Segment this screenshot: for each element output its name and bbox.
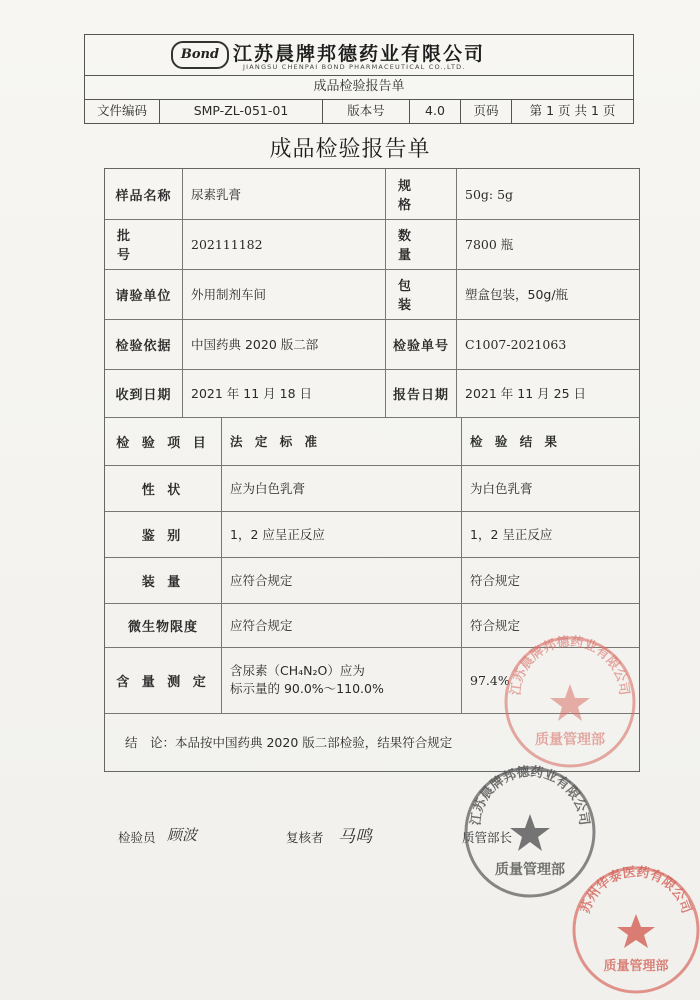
result-standard [222, 647, 462, 713]
info-row [105, 169, 639, 220]
quantity-value: 7800 瓶 [465, 237, 514, 252]
result-standard: 应符合规定 [222, 603, 462, 647]
received-label: 收到日期 [105, 369, 183, 417]
sample-name-value: 尿素乳膏 [183, 169, 386, 219]
report-date-value: 2021 年 11 月 25 日 [465, 386, 586, 401]
result-item: 装 量 [105, 557, 222, 603]
page-value: 第 1 页 共 1 页 [529, 103, 616, 118]
result-value: 为白色乳膏 [470, 481, 533, 496]
company-name-cn: 江苏晨牌邦德药业有限公司 [233, 43, 486, 65]
qa-head-label: 质管部长 [462, 830, 513, 845]
reviewer-label: 复核者 [286, 830, 324, 845]
result-row [105, 557, 639, 604]
version-value: 4.0 [410, 99, 461, 123]
col-result-header: 检 验 结 果 [470, 434, 562, 449]
result-item: 含 量 测 定 [105, 647, 222, 713]
received-value: 2021 年 11 月 18 日 [183, 369, 386, 417]
result-value: 符合规定 [470, 618, 521, 633]
result-standard: 1，2 应呈正反应 [222, 511, 462, 557]
document-header [84, 34, 634, 124]
company-seal-red-sub: 质量管理部 [535, 732, 605, 748]
partner-seal [566, 860, 700, 1000]
document-meta-row [85, 99, 633, 123]
result-value: 符合规定 [470, 573, 521, 588]
report-date-label: 报告日期 [386, 369, 457, 417]
quantity-label: 数 量 [386, 219, 457, 269]
page-label: 页码 [461, 99, 512, 123]
col-standard-header: 法 定 标 准 [222, 417, 462, 465]
package-value: 塑盒包装，50g/瓶 [465, 287, 569, 302]
unit-label: 请验单位 [105, 269, 183, 319]
company-seal-gray-text: 江苏晨牌邦德药业有限公司 [468, 764, 592, 827]
result-row [105, 465, 639, 512]
result-item: 性 状 [105, 465, 222, 511]
test-no-label: 检验单号 [386, 319, 457, 369]
inspector-label: 检验员 [118, 830, 156, 845]
result-item: 微生物限度 [105, 603, 222, 647]
partner-seal-text: 苏州华泰医药有限公司 [578, 864, 694, 916]
col-item-header: 检 验 项 目 [105, 417, 222, 465]
unit-value: 外用制剂车间 [183, 269, 386, 319]
spec-label: 规 格 [386, 169, 457, 219]
test-no-value: C1007-2021063 [465, 336, 567, 352]
batch-value: 202111182 [183, 219, 386, 269]
partner-seal-sub: 质量管理部 [603, 959, 669, 974]
svg-text:苏州华泰医药有限公司 [577, 864, 694, 915]
result-row [105, 511, 639, 558]
package-label: 包 装 [386, 269, 457, 319]
results-header-row [105, 417, 639, 466]
version-label: 版本号 [323, 99, 410, 123]
report-title: 成品检验报告单 [269, 137, 431, 162]
company-name-en: JIANGSU CHENPAI BOND PHARMACEUTICAL CO.,LTD. [243, 63, 466, 71]
doc-no-label: 文件编码 [85, 99, 160, 123]
standard-line-1: 含尿素（CH₄N₂O）应为 [230, 663, 365, 678]
info-row [105, 319, 639, 370]
result-item: 鉴 别 [105, 511, 222, 557]
basis-label: 检验依据 [105, 319, 183, 369]
result-standard: 应符合规定 [222, 557, 462, 603]
company-seal-gray-sub: 质量管理部 [495, 862, 565, 878]
company-row [85, 35, 633, 76]
info-row [105, 269, 639, 320]
conclusion-text: 结 论：本品按中国药典 2020 版二部检验，结果符合规定 [125, 735, 453, 750]
info-row [105, 369, 639, 418]
info-row [105, 219, 639, 270]
company-seal-red-text: 江苏晨牌邦德药业有限公司 [508, 634, 632, 697]
inspector-signature: 顾波 [167, 826, 198, 844]
company-seal-red [500, 632, 640, 772]
spec-value: 50g: 5g [465, 186, 514, 202]
sample-name-label: 样品名称 [105, 169, 183, 219]
doc-no-value: SMP-ZL-051-01 [160, 99, 323, 123]
result-value: 97.4% [470, 672, 510, 688]
reviewer-signature: 马鸣 [338, 827, 372, 847]
batch-label: 批 号 [105, 219, 183, 269]
bond-logo: Bond [171, 41, 229, 69]
standard-line-2: 标示量的 90.0%～110.0% [230, 681, 384, 696]
result-value: 1，2 呈正反应 [470, 527, 553, 542]
basis-value: 中国药典 2020 版二部 [183, 319, 386, 369]
result-standard: 应为白色乳膏 [222, 465, 462, 511]
form-title: 成品检验报告单 [85, 75, 633, 100]
